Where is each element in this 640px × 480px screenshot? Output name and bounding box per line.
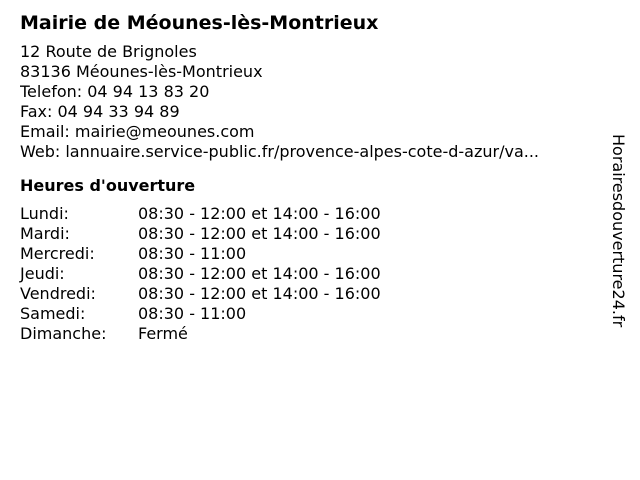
fax-number: Fax: 04 94 33 94 89 (20, 102, 180, 121)
day-hours: 08:30 - 12:00 et 14:00 - 16:00 (138, 284, 381, 303)
address-street: 12 Route de Brignoles (20, 42, 197, 61)
hours-row-tuesday (20, 224, 610, 244)
day-hours: 08:30 - 12:00 et 14:00 - 16:00 (138, 224, 381, 243)
email-address: Email: mairie@meounes.com (20, 122, 255, 141)
day-hours: 08:30 - 11:00 (138, 304, 247, 323)
hours-row-wednesday (20, 244, 610, 264)
page-title: Mairie de Méounes-lès-Montrieux (20, 12, 379, 34)
day-label: Jeudi: (20, 264, 65, 283)
hours-row-friday (20, 284, 610, 304)
day-label: Vendredi: (20, 284, 96, 303)
hours-heading: Heures d'ouverture (20, 176, 196, 195)
contact-block (20, 42, 610, 162)
day-label: Samedi: (20, 304, 86, 323)
day-hours: 08:30 - 12:00 et 14:00 - 16:00 (138, 264, 381, 283)
day-hours: Fermé (138, 324, 188, 343)
address-city: 83136 Méounes-lès-Montrieux (20, 62, 263, 81)
hours-row-thursday (20, 264, 610, 284)
day-label: Lundi: (20, 204, 69, 223)
day-hours: 08:30 - 11:00 (138, 244, 247, 263)
hours-table (20, 204, 610, 344)
site-watermark: Horairesdouverture24.fr (609, 134, 628, 328)
info-card (20, 10, 610, 344)
day-label: Mardi: (20, 224, 70, 243)
website-link: Web: lannuaire.service-public.fr/provence-alpes-cote-d-azur/va... (20, 142, 539, 161)
hours-row-sunday (20, 324, 610, 344)
hours-row-saturday (20, 304, 610, 324)
day-label: Mercredi: (20, 244, 95, 263)
day-hours: 08:30 - 12:00 et 14:00 - 16:00 (138, 204, 381, 223)
hours-row-monday (20, 204, 610, 224)
day-label: Dimanche: (20, 324, 107, 343)
phone-number: Telefon: 04 94 13 83 20 (20, 82, 210, 101)
